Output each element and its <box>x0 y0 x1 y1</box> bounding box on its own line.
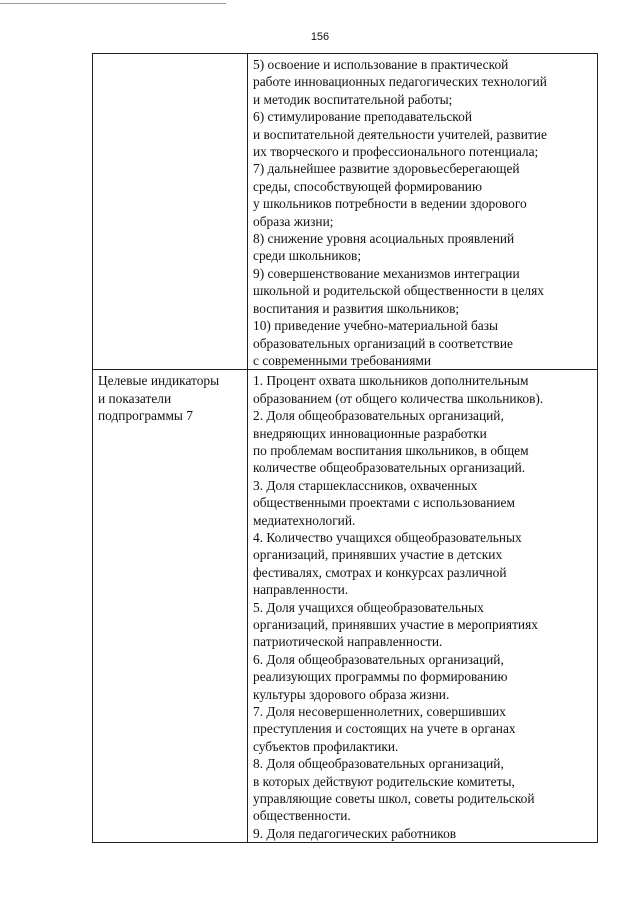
program-table <box>92 53 598 843</box>
row-1-content-cell <box>248 54 598 370</box>
content-line: их творческого и профессионального потенциала; <box>253 144 539 160</box>
content-line: медиатехнологий. <box>253 512 356 528</box>
content-line: организаций, принявших участие в детских <box>253 547 503 563</box>
content-line: организаций, принявших участие в мероприятиях <box>253 617 538 632</box>
content-line: по проблемам воспитания школьников, в общем <box>253 442 529 458</box>
content-line: 4. Количество учащихся общеобразовательных <box>253 529 522 545</box>
label-line: подпрограммы 7 <box>98 408 193 424</box>
content-line: 1. Процент охвата школьников дополнительным <box>253 373 529 389</box>
content-line: и воспитательной деятельности учителей, развитие <box>253 126 547 142</box>
row-2-label-cell <box>93 370 248 843</box>
content-line: патриотической направленности. <box>253 634 443 650</box>
content-line: среди школьников; <box>253 248 362 264</box>
content-line: работе инновационных педагогических технологий <box>253 74 547 90</box>
content-line: количестве общеобразовательных организаций. <box>253 460 526 476</box>
page-number: 156 <box>310 31 330 43</box>
row-2-content-cell <box>248 370 598 843</box>
content-line: 6. Доля общеобразовательных организаций, <box>253 651 504 667</box>
content-line: 5. Доля учащихся общеобразовательных <box>253 599 484 615</box>
content-line: 8. Доля общеобразовательных организаций, <box>253 756 504 772</box>
top-rule <box>0 3 226 4</box>
label-line: и показатели <box>98 390 172 406</box>
table-row-goals-continued <box>93 54 598 370</box>
content-line: в которых действуют родительские комитеты, <box>253 773 515 789</box>
content-line: общественными проектами с использованием <box>253 495 515 511</box>
content-line: 6) стимулирование преподавательской <box>253 109 472 125</box>
content-line: воспитания и развития школьников; <box>253 300 460 316</box>
content-line: образовательных организаций в соответствие <box>253 335 513 351</box>
content-line: у школьников потребности в ведении здорового <box>253 196 527 212</box>
row-1-label-cell <box>93 54 248 370</box>
content-line: 7. Доля несовершеннолетних, совершивших <box>253 704 506 720</box>
content-line: 7) дальнейшее развитие здоровьесберегающей <box>253 161 520 177</box>
content-line: 9) совершенствование механизмов интеграции <box>253 265 520 281</box>
content-line: школьной и родительской общественности в целях <box>253 283 544 299</box>
content-line: 8) снижение уровня асоциальных проявлений <box>253 231 515 247</box>
content-line: 5) освоение и использование в практической <box>253 57 509 72</box>
content-line: образа жизни; <box>253 213 334 229</box>
content-line: культуры здорового образа жизни. <box>253 686 450 702</box>
content-line: 3. Доля старшеклассников, охваченных <box>253 477 478 493</box>
content-line: среды, способствующей формированию <box>253 178 482 194</box>
content-line: реализующих программы по формированию <box>253 669 508 685</box>
content-line: внедряющих инновационные разработки <box>253 425 487 441</box>
table-row-target-indicators <box>93 370 598 843</box>
content-line: образованием (от общего количества школьников). <box>253 390 544 406</box>
label-line: Целевые индикаторы <box>98 373 220 389</box>
content-line: преступления и состоящих на учете в органах <box>253 721 516 737</box>
content-line: 2. Доля общеобразовательных организаций, <box>253 408 504 424</box>
content-line: субъектов профилактики. <box>253 738 399 754</box>
content-line: 9. Доля педагогических работников <box>253 825 457 841</box>
content-line: 10) приведение учебно-материальной базы <box>253 318 499 334</box>
content-line: фестивалях, смотрах и конкурсах различной <box>253 564 507 580</box>
content-line: с современными требованиями <box>253 352 432 368</box>
content-line: общественности. <box>253 808 351 824</box>
content-line: управляющие советы школ, советы родительской <box>253 791 535 807</box>
content-line: направленности. <box>253 582 349 598</box>
content-line: и методик воспитательной работы; <box>253 91 453 107</box>
